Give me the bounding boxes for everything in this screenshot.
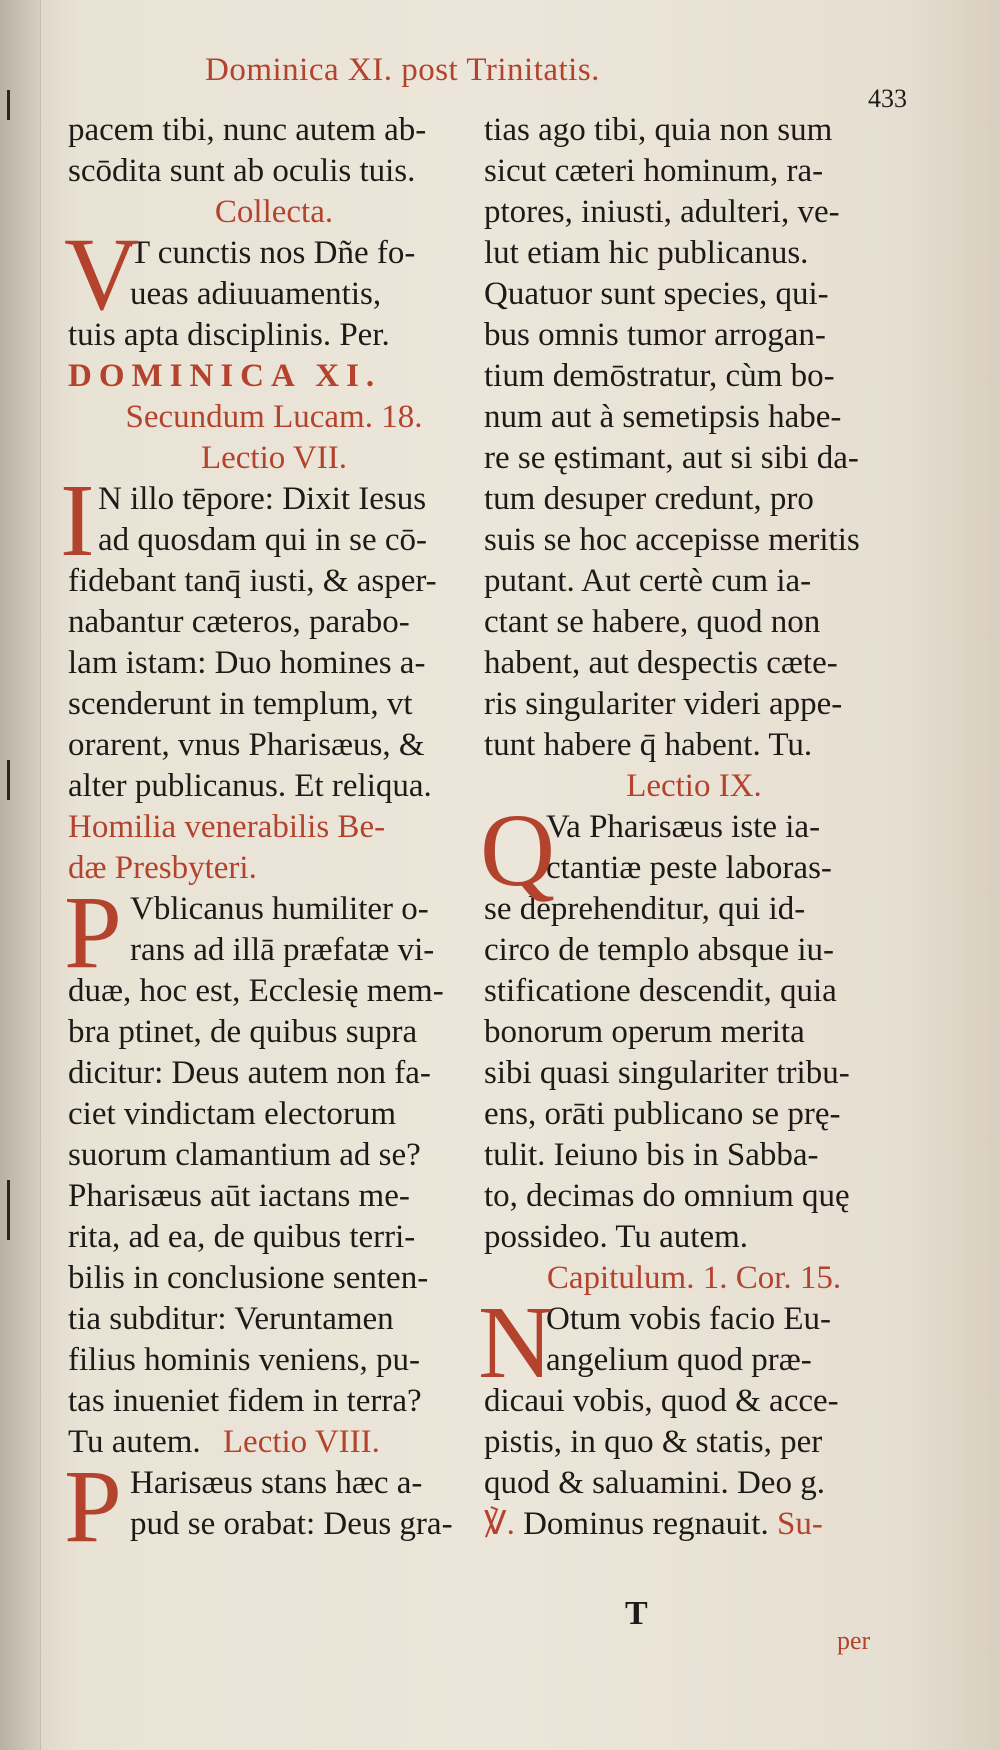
text-line: angelium quod præ- bbox=[546, 1342, 812, 1378]
drop-initial: N bbox=[478, 1285, 554, 1400]
text-line: duæ, hoc est, Ecclesię mem- bbox=[68, 973, 444, 1009]
text-line: ptores, iniusti, adulteri, ve- bbox=[484, 194, 840, 230]
text-line: fidebant tanq̄ iusti, & asper- bbox=[68, 563, 437, 599]
text-line: Va Pharisæus iste ia- bbox=[546, 809, 821, 845]
text-line: bonorum operum merita bbox=[484, 1014, 805, 1050]
versicle-line bbox=[484, 1504, 904, 1545]
text-line: nabantur cæteros, parabo- bbox=[68, 604, 410, 640]
margin-mark bbox=[7, 760, 10, 800]
text-line: Pharisæus aūt iactans me- bbox=[68, 1178, 410, 1214]
text-line: pud se orabat: Deus gra- bbox=[130, 1506, 453, 1542]
text-line: bus omnis tumor arrogan- bbox=[484, 317, 826, 353]
text-line: to, decimas do omnium quę bbox=[484, 1178, 850, 1214]
text-line: N illo tēpore: Dixit Iesus bbox=[98, 481, 427, 517]
catchword: per bbox=[837, 1626, 871, 1655]
text-line: scenderunt in templum, vt bbox=[68, 686, 413, 722]
lectio-block bbox=[60, 463, 480, 807]
text-line: lam istam: Duo homines a- bbox=[68, 645, 426, 681]
text-line: scōdita sunt ab oculis tuis. bbox=[68, 153, 416, 189]
text-line: sicut cæteri hominum, ra- bbox=[484, 153, 824, 189]
lectio-heading: Lectio VIII. bbox=[222, 1424, 380, 1460]
versicle-mark: ℣. bbox=[484, 1506, 515, 1542]
text-line: habent, aut despectis cæte- bbox=[484, 645, 838, 681]
text-line: ueas adiuuamentis, bbox=[130, 276, 382, 312]
homilia-block bbox=[64, 875, 480, 1422]
text-line: possideo. Tu autem. bbox=[484, 1219, 749, 1255]
text-line: putant. Aut certè cum ia- bbox=[484, 563, 812, 599]
running-title: Dominica XI. post Trinitatis. bbox=[205, 52, 600, 88]
page-gutter bbox=[0, 0, 41, 1750]
text-line: tunt habere q̄ habent. Tu. bbox=[484, 727, 813, 763]
text-line: Harisæus stans hæc a- bbox=[130, 1465, 423, 1501]
text-line: suorum clamantium ad se? bbox=[68, 1137, 421, 1173]
text-line: dicitur: Deus autem non fa- bbox=[68, 1055, 431, 1091]
lectio-block bbox=[64, 1449, 480, 1564]
homilia-heading: dæ Presbyteri. bbox=[68, 850, 257, 886]
collecta-heading: Collecta. bbox=[214, 194, 334, 230]
text-line: bra ptinet, de quibus supra bbox=[68, 1014, 418, 1050]
drop-initial: P bbox=[64, 875, 122, 990]
text-line: ens, orāti publicano se prę- bbox=[484, 1096, 841, 1132]
lectio-heading: Lectio IX. bbox=[626, 768, 762, 804]
text-line: T cunctis nos Dñe fo- bbox=[130, 235, 416, 271]
drop-initial: P bbox=[64, 1449, 122, 1564]
text-line: sibi quasi singulariter tribu- bbox=[484, 1055, 850, 1091]
text-line: se deprehenditur, qui id- bbox=[484, 891, 806, 927]
text-line: ctantiæ peste laboras- bbox=[546, 850, 832, 886]
text-line: rans ad illā præfatæ vi- bbox=[130, 932, 435, 968]
text-line: tuis apta disciplinis. Per. bbox=[68, 317, 390, 353]
versicle-text: Dominus regnauit. bbox=[523, 1506, 769, 1542]
text-line: bilis in conclusione senten- bbox=[68, 1260, 429, 1296]
text-line: ctant se habere, quod non bbox=[484, 604, 821, 640]
dominica-heading: DOMINICA XI. bbox=[68, 358, 382, 394]
text-line: pistis, in quo & statis, per bbox=[484, 1424, 823, 1460]
versicle-continuation: Su- bbox=[776, 1506, 823, 1542]
text-line: circo de templo absque iu- bbox=[484, 932, 835, 968]
text-line: tia subditur: Veruntamen bbox=[68, 1301, 394, 1337]
margin-mark bbox=[7, 1180, 10, 1240]
text-line: dicaui vobis, quod & acce- bbox=[484, 1383, 839, 1419]
text-line: num aut à semetipsis habe- bbox=[484, 399, 842, 435]
margin-mark bbox=[7, 90, 10, 120]
text-line: suis se hoc accepisse meritis bbox=[484, 522, 860, 558]
capitulum-heading: Capitulum. 1. Cor. 15. bbox=[546, 1260, 842, 1296]
text-line: Otum vobis facio Eu- bbox=[546, 1301, 832, 1337]
text-line: orarent, vnus Pharisæus, & bbox=[68, 727, 425, 763]
text-line: quod & saluamini. Deo g. bbox=[484, 1465, 825, 1501]
left-column bbox=[60, 110, 480, 1564]
text-line: tum desuper credunt, pro bbox=[484, 481, 814, 517]
gospel-reference: Secundum Lucam. 18. bbox=[125, 399, 423, 435]
text-line bbox=[68, 1422, 480, 1463]
text-line: rita, ad ea, de quibus terri- bbox=[68, 1219, 416, 1255]
text-line: tium demōstratur, cùm bo- bbox=[484, 358, 835, 394]
text-line: alter publicanus. Et reliqua. bbox=[68, 768, 432, 804]
signature-mark: T bbox=[625, 1595, 648, 1632]
drop-initial: V bbox=[64, 217, 140, 332]
text-line: ris singulariter videri appe- bbox=[484, 686, 843, 722]
text-line: ciet vindictam electorum bbox=[68, 1096, 397, 1132]
text-line: tas inueniet fidem in terra? bbox=[68, 1383, 422, 1419]
text-line: re se ęstimant, aut si sibi da- bbox=[484, 440, 859, 476]
text-line: Quatuor sunt species, qui- bbox=[484, 276, 829, 312]
drop-initial: Q bbox=[480, 793, 556, 908]
lectio-block bbox=[480, 793, 904, 1258]
tu-autem: Tu autem. bbox=[68, 1424, 201, 1460]
capitulum-block bbox=[478, 1285, 904, 1504]
text-line: stificatione descendit, quia bbox=[484, 973, 837, 1009]
text-line: tulit. Ieiuno bis in Sabba- bbox=[484, 1137, 819, 1173]
text-line: filius hominis veniens, pu- bbox=[68, 1342, 420, 1378]
folio-number: 433 bbox=[868, 84, 907, 113]
text-line: Vblicanus humiliter o- bbox=[130, 891, 429, 927]
drop-initial: I bbox=[60, 463, 95, 578]
collecta-block bbox=[64, 217, 480, 356]
homilia-heading: Homilia venerabilis Be- bbox=[68, 809, 386, 845]
text-line: lut etiam hic publicanus. bbox=[484, 235, 809, 271]
lectio-heading: Lectio VII. bbox=[200, 440, 347, 476]
right-column bbox=[478, 110, 904, 1545]
text-line: tias ago tibi, quia non sum bbox=[484, 112, 833, 148]
text-line: pacem tibi, nunc autem ab- bbox=[68, 112, 427, 148]
text-line: ad quosdam qui in se cō- bbox=[98, 522, 428, 558]
